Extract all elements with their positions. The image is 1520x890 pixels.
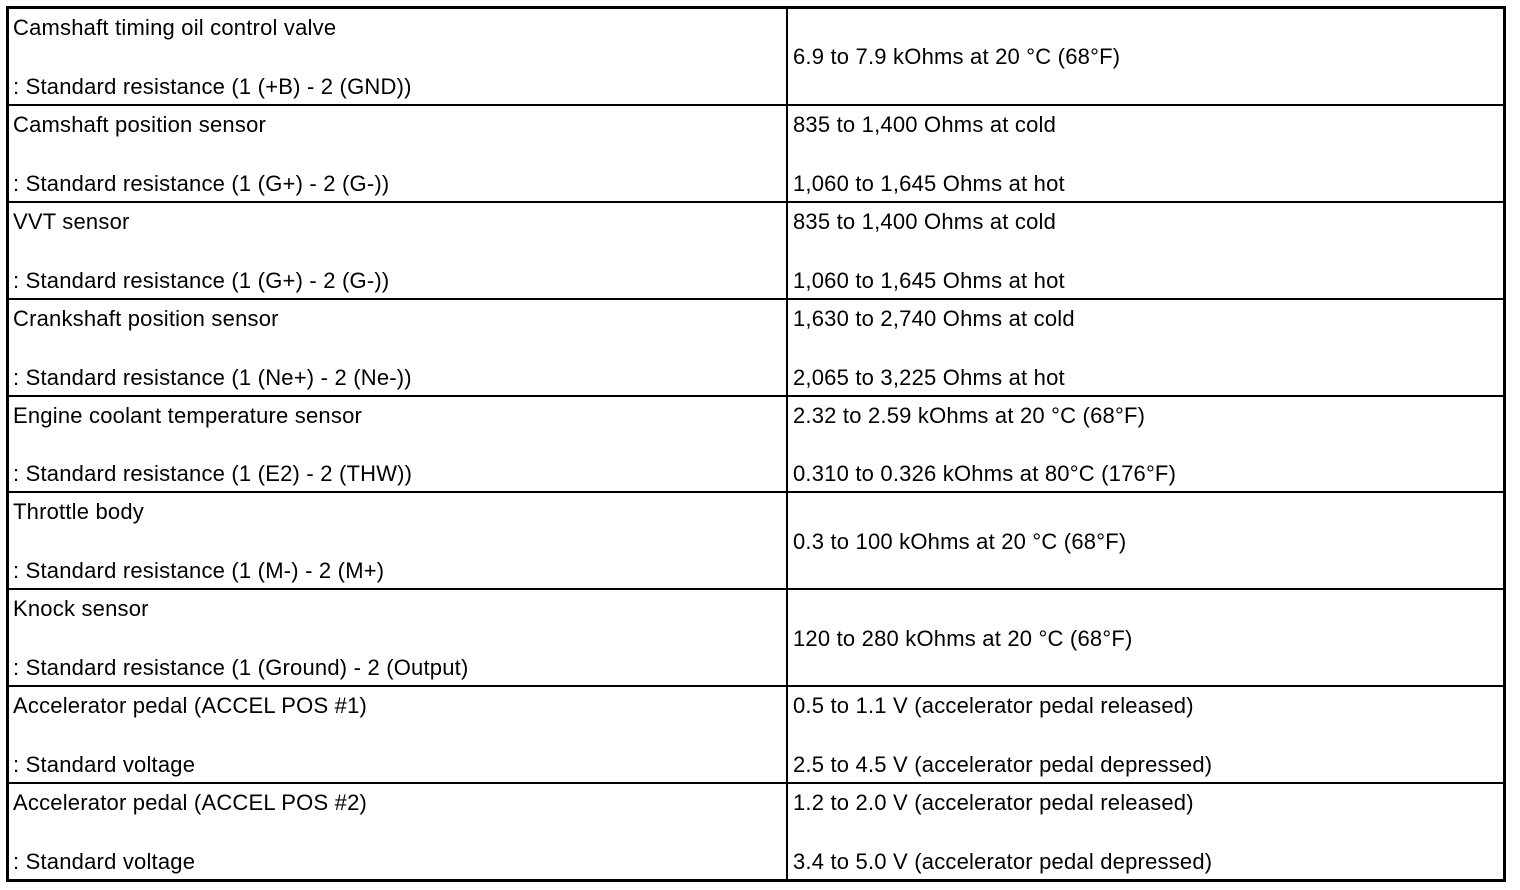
table-row — [9, 493, 1503, 590]
value-cell — [788, 9, 1503, 104]
spec-table — [6, 6, 1506, 882]
spec-value: 3.4 to 5.0 V (accelerator pedal depressed) — [793, 849, 1213, 875]
component-name: Engine coolant temperature sensor — [13, 402, 363, 428]
spec-value: 120 to 280 kOhms at 20 °C (68°F) — [793, 625, 1133, 651]
table-row — [9, 397, 1503, 494]
component-cell — [9, 203, 788, 298]
component-cell — [9, 493, 788, 588]
component-cell — [9, 106, 788, 201]
table-row — [9, 106, 1503, 203]
value-cell — [788, 300, 1503, 395]
spec-value: 835 to 1,400 Ohms at cold — [793, 111, 1057, 137]
spec-value: 0.310 to 0.326 kOhms at 80°C (176°F) — [793, 461, 1177, 487]
spec-value: 6.9 to 7.9 kOhms at 20 °C (68°F) — [793, 44, 1121, 70]
spec-value: 0.5 to 1.1 V (accelerator pedal released) — [793, 693, 1194, 719]
table-row — [9, 590, 1503, 687]
spec-value: 0.3 to 100 kOhms at 20 °C (68°F) — [793, 528, 1127, 554]
spec-value: 1,060 to 1,645 Ohms at hot — [793, 267, 1065, 293]
value-cell — [788, 784, 1503, 879]
component-cell — [9, 590, 788, 685]
spec-value: 1,060 to 1,645 Ohms at hot — [793, 170, 1065, 196]
component-spec: : Standard resistance (1 (G+) - 2 (G-)) — [13, 170, 390, 196]
table-row — [9, 203, 1503, 300]
spec-value: 2,065 to 3,225 Ohms at hot — [793, 364, 1065, 390]
component-name: Throttle body — [13, 499, 145, 525]
component-spec: : Standard resistance (1 (E2) - 2 (THW)) — [13, 461, 413, 487]
table-row — [9, 784, 1503, 879]
table-row — [9, 9, 1503, 106]
table-row — [9, 687, 1503, 784]
value-cell — [788, 106, 1503, 201]
component-spec: : Standard voltage — [13, 849, 196, 875]
component-spec: : Standard resistance (1 (M-) - 2 (M+) — [13, 558, 385, 584]
value-cell — [788, 493, 1503, 588]
component-name: Crankshaft position sensor — [13, 305, 279, 331]
spec-value: 2.5 to 4.5 V (accelerator pedal depressed) — [793, 752, 1213, 778]
spec-value: 835 to 1,400 Ohms at cold — [793, 208, 1057, 234]
value-cell — [788, 590, 1503, 685]
component-spec: : Standard resistance (1 (Ground) - 2 (Output) — [13, 655, 469, 681]
value-cell — [788, 397, 1503, 492]
component-spec: : Standard resistance (1 (Ne+) - 2 (Ne-)) — [13, 364, 412, 390]
component-name: Accelerator pedal (ACCEL POS #1) — [13, 693, 368, 719]
component-name: Camshaft position sensor — [13, 111, 267, 137]
value-cell — [788, 203, 1503, 298]
component-cell — [9, 9, 788, 104]
component-cell — [9, 300, 788, 395]
component-spec: : Standard voltage — [13, 752, 196, 778]
component-name: Camshaft timing oil control valve — [13, 15, 337, 40]
component-name: Accelerator pedal (ACCEL POS #2) — [13, 790, 368, 816]
component-spec: : Standard resistance (1 (+B) - 2 (GND)) — [13, 73, 412, 99]
component-name: VVT sensor — [13, 208, 130, 234]
component-spec: : Standard resistance (1 (G+) - 2 (G-)) — [13, 267, 390, 293]
component-cell — [9, 687, 788, 782]
component-name: Knock sensor — [13, 596, 149, 622]
table-row — [9, 300, 1503, 397]
component-cell — [9, 397, 788, 492]
spec-value: 2.32 to 2.59 kOhms at 20 °C (68°F) — [793, 402, 1146, 428]
value-cell — [788, 687, 1503, 782]
spec-value: 1.2 to 2.0 V (accelerator pedal released) — [793, 790, 1194, 816]
spec-value: 1,630 to 2,740 Ohms at cold — [793, 305, 1075, 331]
component-cell — [9, 784, 788, 879]
